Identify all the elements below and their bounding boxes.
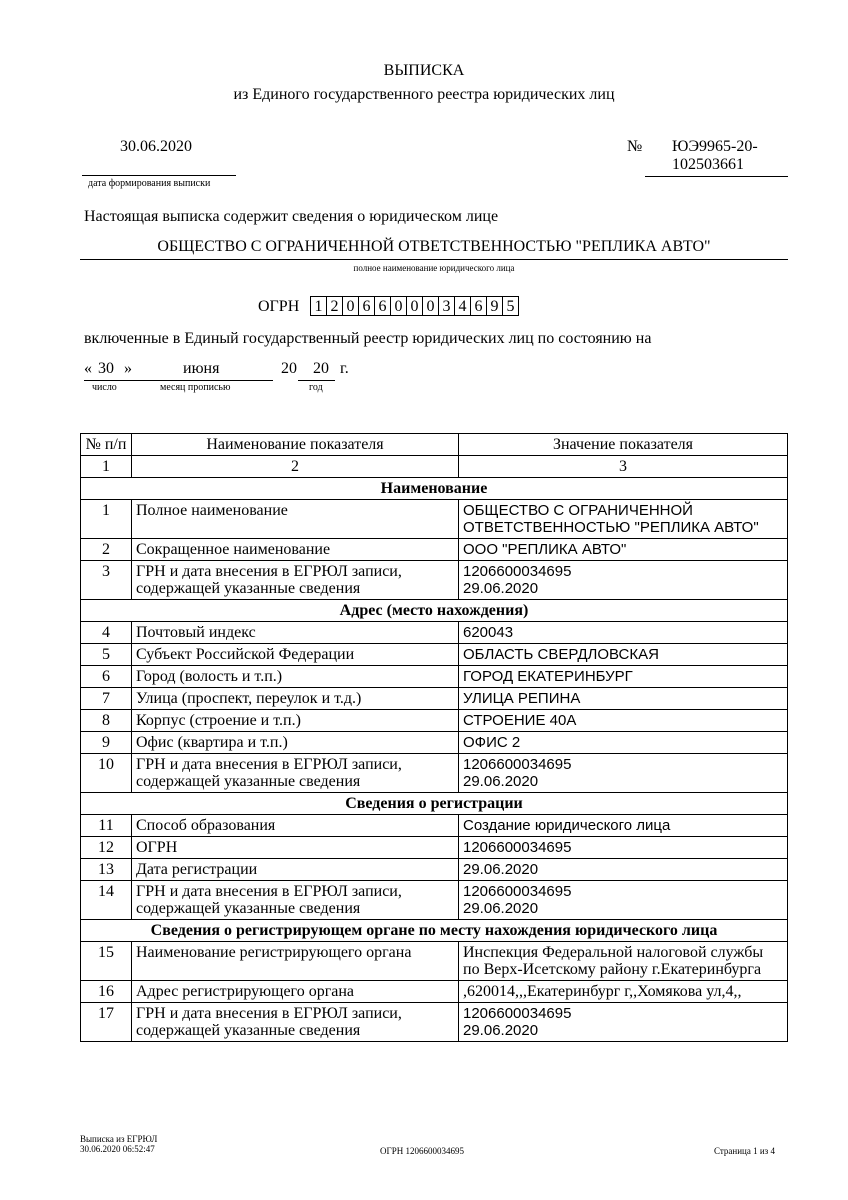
section-title: Адрес (место нахождения) (81, 600, 788, 622)
row-name: Корпус (строение и т.п.) (132, 710, 459, 732)
row-value: ООО "РЕПЛИКА АВТО" (459, 539, 788, 561)
page-number: Страница 1 из 4 (714, 1146, 775, 1156)
table-row (81, 815, 788, 837)
month-underline (133, 380, 273, 381)
row-number: 4 (81, 622, 132, 644)
row-value (459, 1003, 788, 1042)
row-name: Офис (квартира и т.п.) (132, 732, 459, 754)
row-name: ГРН и дата внесения в ЕГРЮЛ записи, содержащей указанные сведения (132, 881, 459, 920)
row-value: ОБЛАСТЬ СВЕРДЛОВСКАЯ (459, 644, 788, 666)
ogrn-digit: 6 (374, 296, 391, 316)
table-row (81, 859, 788, 881)
table-row (81, 942, 788, 981)
ogrn-digit: 2 (326, 296, 343, 316)
row-number: 11 (81, 815, 132, 837)
extract-number-line2: 102503661 (672, 156, 744, 173)
column-number-row (81, 456, 788, 478)
row-name: Город (волость и т.п.) (132, 666, 459, 688)
row-number: 13 (81, 859, 132, 881)
state-month: июня (183, 360, 220, 377)
section-row (81, 920, 788, 942)
row-number: 6 (81, 666, 132, 688)
ogrn-digit: 1 (310, 296, 327, 316)
document-title: ВЫПИСКА (383, 62, 465, 79)
row-value: 1206600034695 (459, 837, 788, 859)
grn-date: 29.06.2020 (463, 1022, 539, 1039)
year-caption: год (309, 382, 323, 393)
row-name: Полное наименование (132, 500, 459, 539)
table-row (81, 688, 788, 710)
state-year-suffix: 20 (313, 360, 329, 377)
row-number: 12 (81, 837, 132, 859)
row-value: СТРОЕНИЕ 40А (459, 710, 788, 732)
register-table (80, 433, 788, 1042)
issue-date-caption: дата формирования выписки (88, 178, 211, 189)
footer-doc-info (80, 1134, 157, 1154)
extract-number-line1: ЮЭ9965-20- (672, 138, 758, 155)
table-row (81, 622, 788, 644)
ogrn-digit: 0 (422, 296, 439, 316)
ogrn-digit: 9 (486, 296, 503, 316)
document-subtitle: из Единого государственного реестра юридических лиц (233, 86, 615, 103)
ogrn-digit: 0 (390, 296, 407, 316)
row-value: ГОРОД ЕКАТЕРИНБУРГ (459, 666, 788, 688)
table-row (81, 666, 788, 688)
ogrn-digit-boxes (311, 296, 519, 316)
section-row (81, 600, 788, 622)
row-value (459, 881, 788, 920)
row-number: 8 (81, 710, 132, 732)
section-title: Сведения о регистрации (81, 793, 788, 815)
row-number: 14 (81, 881, 132, 920)
ogrn-digit: 4 (454, 296, 471, 316)
row-number: 10 (81, 754, 132, 793)
ogrn-digit: 0 (342, 296, 359, 316)
intro-text: Настоящая выписка содержит сведения о юридическом лице (84, 208, 499, 225)
quote-close: » (124, 360, 132, 377)
footer-doc-name: Выписка из ЕГРЮЛ (80, 1134, 158, 1144)
row-value: ,620014,,,Екатеринбург г,,Хомякова ул,4,, (459, 981, 788, 1003)
state-year-prefix: 20 (281, 360, 297, 377)
column-number-cell: 2 (132, 456, 459, 478)
row-name: ГРН и дата внесения в ЕГРЮЛ записи, содержащей указанные сведения (132, 1003, 459, 1042)
table-row (81, 981, 788, 1003)
section-title: Наименование (81, 478, 788, 500)
grn-number: 1206600034695 (463, 563, 572, 580)
table-row (81, 561, 788, 600)
row-name: Улица (проспект, переулок и т.д.) (132, 688, 459, 710)
row-value: ОБЩЕСТВО С ОГРАНИЧЕННОЙ ОТВЕТСТВЕННОСТЬЮ "РЕПЛИКА АВТО" (459, 500, 788, 539)
table-row (81, 539, 788, 561)
row-name: Адрес регистрирующего органа (132, 981, 459, 1003)
row-value (459, 754, 788, 793)
row-value: Создание юридического лица (459, 815, 788, 837)
table-row (81, 644, 788, 666)
header-cell-name: Наименование показателя (132, 434, 459, 456)
column-number-cell: 3 (459, 456, 788, 478)
row-name: Сокращенное наименование (132, 539, 459, 561)
row-name: Способ образования (132, 815, 459, 837)
row-number: 16 (81, 981, 132, 1003)
ogrn-label: ОГРН (258, 298, 300, 315)
row-value (459, 561, 788, 600)
row-number: 17 (81, 1003, 132, 1042)
row-value: ОФИС 2 (459, 732, 788, 754)
month-caption: месяц прописью (160, 382, 231, 393)
row-value: УЛИЦА РЕПИНА (459, 688, 788, 710)
table-row (81, 881, 788, 920)
year-underline (298, 380, 335, 381)
row-value: 29.06.2020 (459, 859, 788, 881)
section-title: Сведения о регистрирующем органе по месту нахождения юридического лица (81, 920, 788, 942)
row-value: Инспекция Федеральной налоговой службы по Верх-Исетскому району г.Екатеринбурга (459, 942, 788, 981)
state-day: 30 (98, 360, 114, 377)
extract-number (672, 138, 758, 174)
grn-date: 29.06.2020 (463, 580, 539, 597)
grn-date: 29.06.2020 (463, 773, 539, 790)
ogrn-digit: 3 (438, 296, 455, 316)
row-number: 5 (81, 644, 132, 666)
row-name: ГРН и дата внесения в ЕГРЮЛ записи, содержащей указанные сведения (132, 561, 459, 600)
footer-doc-datetime: 30.06.2020 06:52:47 (80, 1144, 155, 1154)
row-name: Почтовый индекс (132, 622, 459, 644)
row-name: ГРН и дата внесения в ЕГРЮЛ записи, содержащей указанные сведения (132, 754, 459, 793)
row-number: 9 (81, 732, 132, 754)
row-name: Субъект Российской Федерации (132, 644, 459, 666)
grn-date: 29.06.2020 (463, 900, 539, 917)
grn-number: 1206600034695 (463, 1005, 572, 1022)
table-row (81, 754, 788, 793)
table-row (81, 837, 788, 859)
number-sign: № (627, 138, 643, 155)
table-row (81, 710, 788, 732)
footer-ogrn: ОГРН 1206600034695 (380, 1146, 464, 1156)
issue-date: 30.06.2020 (120, 138, 192, 155)
day-caption: число (92, 382, 117, 393)
ogrn-digit: 5 (502, 296, 519, 316)
header-cell-value: Значение показателя (459, 434, 788, 456)
ogrn-digit: 6 (470, 296, 487, 316)
row-value: 620043 (459, 622, 788, 644)
column-number-cell: 1 (81, 456, 132, 478)
full-name-caption: полное наименование юридического лица (353, 263, 515, 273)
row-number: 3 (81, 561, 132, 600)
full-name-underline (80, 259, 788, 260)
year-abbrev: г. (340, 360, 349, 377)
row-number: 7 (81, 688, 132, 710)
row-name: Наименование регистрирующего органа (132, 942, 459, 981)
quote-open: « (84, 360, 92, 377)
row-name: Дата регистрации (132, 859, 459, 881)
number-underline (645, 176, 788, 177)
ogrn-digit: 6 (358, 296, 375, 316)
row-number: 2 (81, 539, 132, 561)
date-underline (82, 175, 236, 176)
company-full-name: ОБЩЕСТВО С ОГРАНИЧЕННОЙ ОТВЕТСТВЕННОСТЬЮ "РЕПЛИКА АВТО" (157, 238, 711, 255)
header-cell-number: № п/п (81, 434, 132, 456)
section-row (81, 478, 788, 500)
grn-number: 1206600034695 (463, 883, 572, 900)
row-number: 1 (81, 500, 132, 539)
included-text: включенные в Единый государственный реестр юридических лиц по состоянию на (84, 330, 652, 347)
table-row (81, 1003, 788, 1042)
grn-number: 1206600034695 (463, 756, 572, 773)
section-row (81, 793, 788, 815)
row-number: 15 (81, 942, 132, 981)
table-header-row (81, 434, 788, 456)
row-name: ОГРН (132, 837, 459, 859)
table-row (81, 732, 788, 754)
day-underline (84, 380, 134, 381)
table-row (81, 500, 788, 539)
ogrn-digit: 0 (406, 296, 423, 316)
